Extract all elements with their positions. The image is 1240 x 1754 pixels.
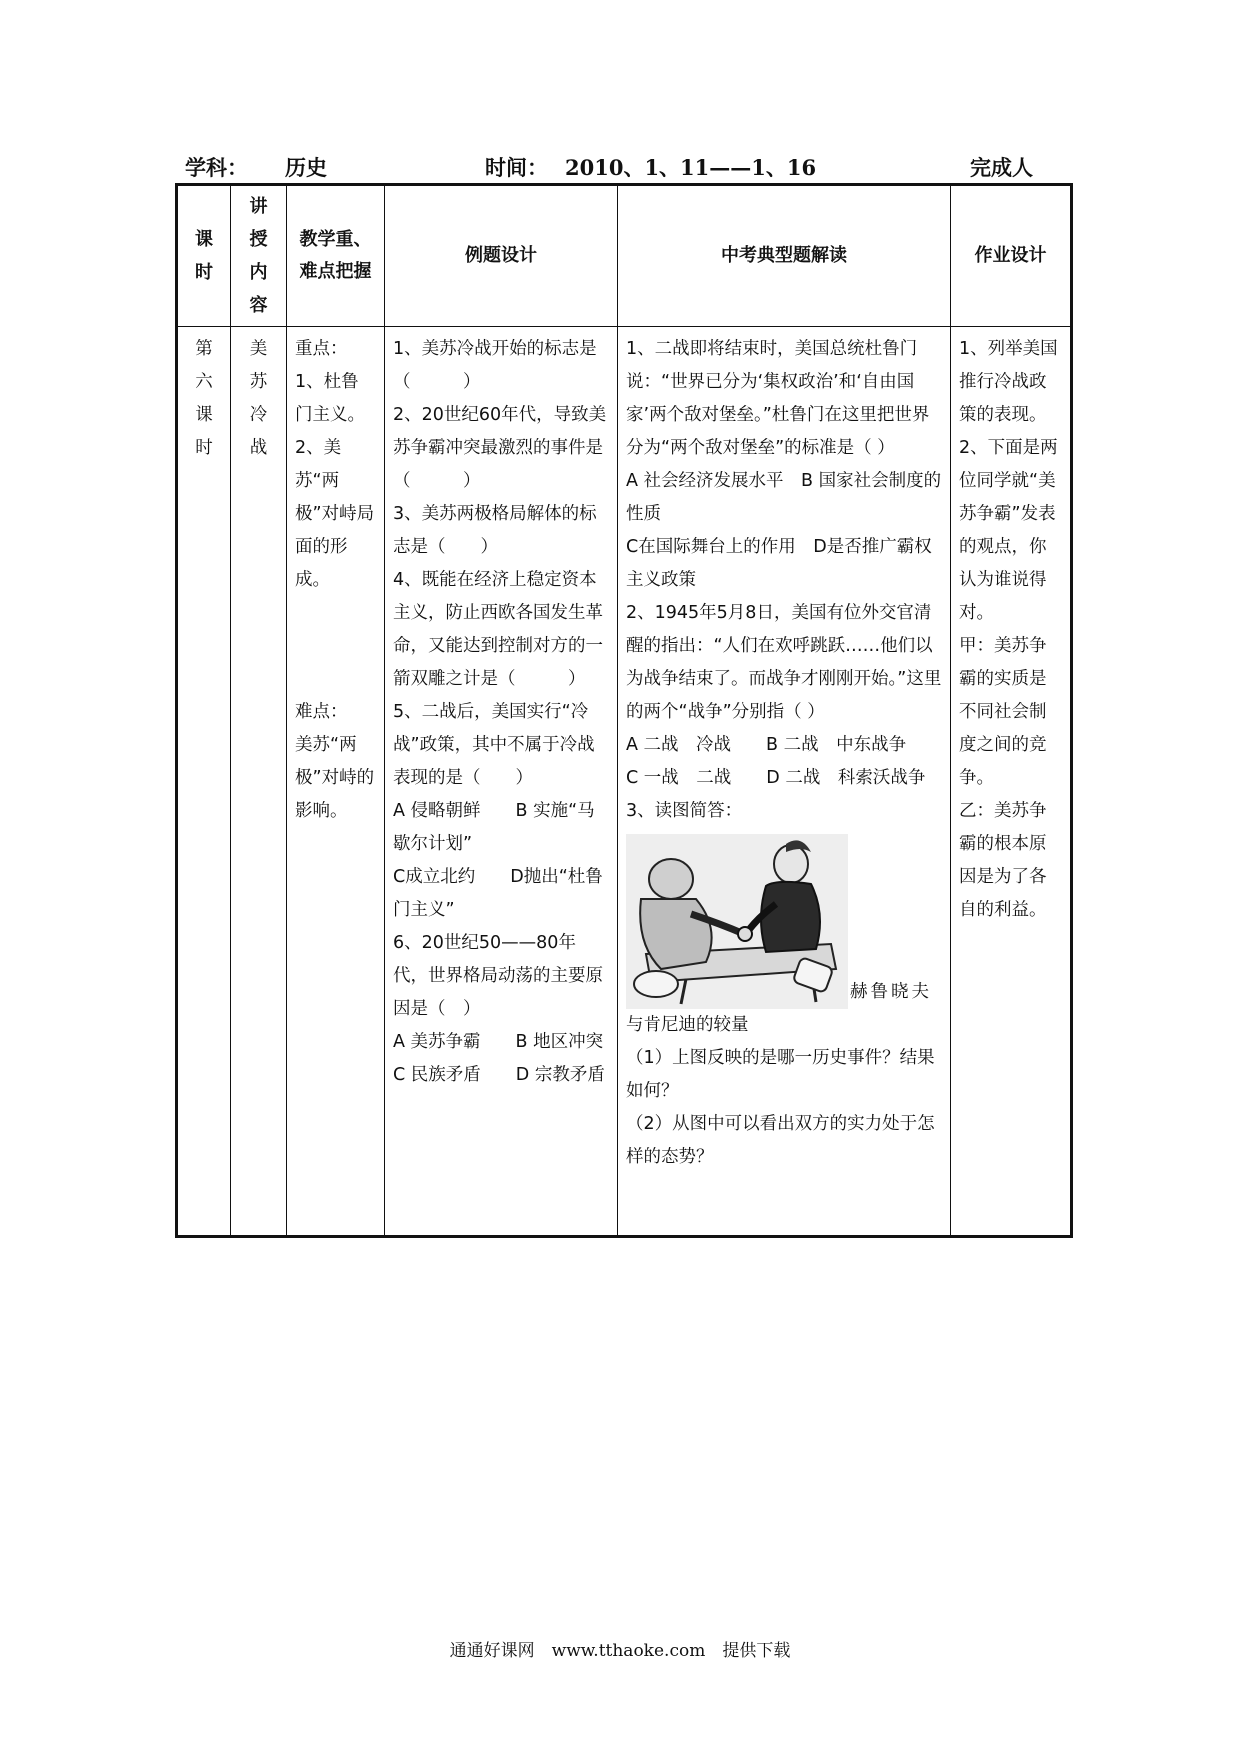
table-header-row — [177, 185, 1072, 327]
header-lesson: 课时 — [177, 185, 231, 327]
cartoon-image — [626, 834, 848, 1009]
cell-homework — [951, 327, 1072, 1237]
list-item: 2、下面是两位同学就“美苏争霸”发表的观点，你认为谁说得对。 — [959, 438, 1058, 623]
focus-key-2: 2、美苏“两极”对峙局面的形成。 — [295, 438, 375, 590]
cell-lesson: 第六课时 — [177, 327, 231, 1237]
exam-q1-options-a: A 社会经济发展水平 B 国家社会制度的性质 — [626, 471, 942, 524]
focus-key-1: 1、杜鲁门主义。 — [295, 372, 365, 425]
list-item: 2、20世纪60年代，导致美苏争霸冲突最激烈的事件是（ ） — [393, 405, 607, 491]
header-homework: 作业设计 — [951, 185, 1072, 327]
list-item: 1、列举美国推行冷战政策的表现。 — [959, 339, 1058, 425]
list-item: 乙：美苏争霸的根本原因是为了各自的利益。 — [959, 801, 1047, 920]
page-footer: 通通好课网 www.tthaoke.com 提供下载 — [449, 1641, 791, 1661]
subject-value: 历史 — [255, 152, 445, 186]
list-item: C成立北约 D抛出“杜鲁门主义” — [393, 867, 603, 920]
exam-q2: 2、1945年5月8日，美国有位外交官清醒的指出：“人们在欢呼跳跃……他们以为战争结束了。而战争才刚刚开始。”这里的两个“战争”分别指（ ） — [626, 603, 942, 722]
exam-q2-options-c: C 一战 二战 D 二战 科索沃战争 — [626, 768, 926, 788]
time-value: 2010、1、11——1、16 — [555, 152, 905, 186]
focus-hard-label: 难点： — [295, 702, 348, 722]
focus-hard-1: 美苏“两极”对峙的影响。 — [295, 735, 375, 821]
list-item: 6、20世纪50——80年代，世界格局动荡的主要原因是（ ） — [393, 933, 603, 1019]
list-item: 3、美苏两极格局解体的标志是（ ） — [393, 504, 597, 557]
exam-q3-2: （2）从图中可以看出双方的实力处于怎样的态势？ — [626, 1114, 935, 1167]
exam-q1: 1、二战即将结束时，美国总统杜鲁门说：“世界已分为‘集权政治’和‘自由国家’两个敌对堡垒。”杜鲁门在这里把世界分为“两个敌对堡垒”的标准是（ ） — [626, 339, 930, 458]
header-exam: 中考典型题解读 — [618, 185, 951, 327]
table-row — [177, 327, 1072, 1237]
list-item: 1、美苏冷战开始的标志是（ ） — [393, 339, 597, 392]
exam-q3: 3、读图简答： — [626, 801, 743, 821]
cell-focus — [287, 327, 385, 1237]
header-examples: 例题设计 — [385, 185, 618, 327]
lesson-plan-table — [175, 183, 1073, 1238]
list-item: 5、二战后，美国实行“冷战”政策，其中不属于冷战表现的是（ ） — [393, 702, 595, 788]
header-focus: 教学重、难点把握 — [287, 185, 385, 327]
list-item: 甲：美苏争霸的实质是不同社会制度之间的竞争。 — [959, 636, 1047, 788]
cartoon-caption-b: 与肯尼迪的较量 — [626, 1015, 749, 1035]
list-item: C 民族矛盾 D 宗教矛盾 — [393, 1065, 605, 1085]
list-item: A 侵略朝鲜 B 实施“马歇尔计划” — [393, 801, 595, 854]
cell-content: 美苏冷战 — [231, 327, 287, 1237]
cell-examples — [385, 327, 618, 1237]
exam-q1-options-c: C在国际舞台上的作用 D是否推广霸权主义政策 — [626, 537, 932, 590]
exam-q2-options-a: A 二战 冷战 B 二战 中东战争 — [626, 735, 907, 755]
list-item: A 美苏争霸 B 地区冲突 — [393, 1032, 604, 1052]
list-item: 4、既能在经济上稳定资本主义，防止西欧各国发生革命，又能达到控制对方的一箭双雕之计是（ ） — [393, 570, 603, 689]
time-label: 时间： — [485, 155, 548, 180]
focus-key-label: 重点： — [295, 339, 348, 359]
cell-exam — [618, 327, 951, 1237]
subject-label: 学科： — [185, 155, 248, 180]
document-header — [185, 150, 1085, 186]
completed-by-label: 完成人 — [970, 155, 1033, 180]
cartoon-block — [626, 834, 942, 1009]
header-content: 讲授内容 — [231, 185, 287, 327]
cartoon-caption-a: 赫鲁晓夫 — [850, 982, 932, 1002]
exam-q3-1: （1）上图反映的是哪一历史事件？结果如何？ — [626, 1048, 935, 1101]
